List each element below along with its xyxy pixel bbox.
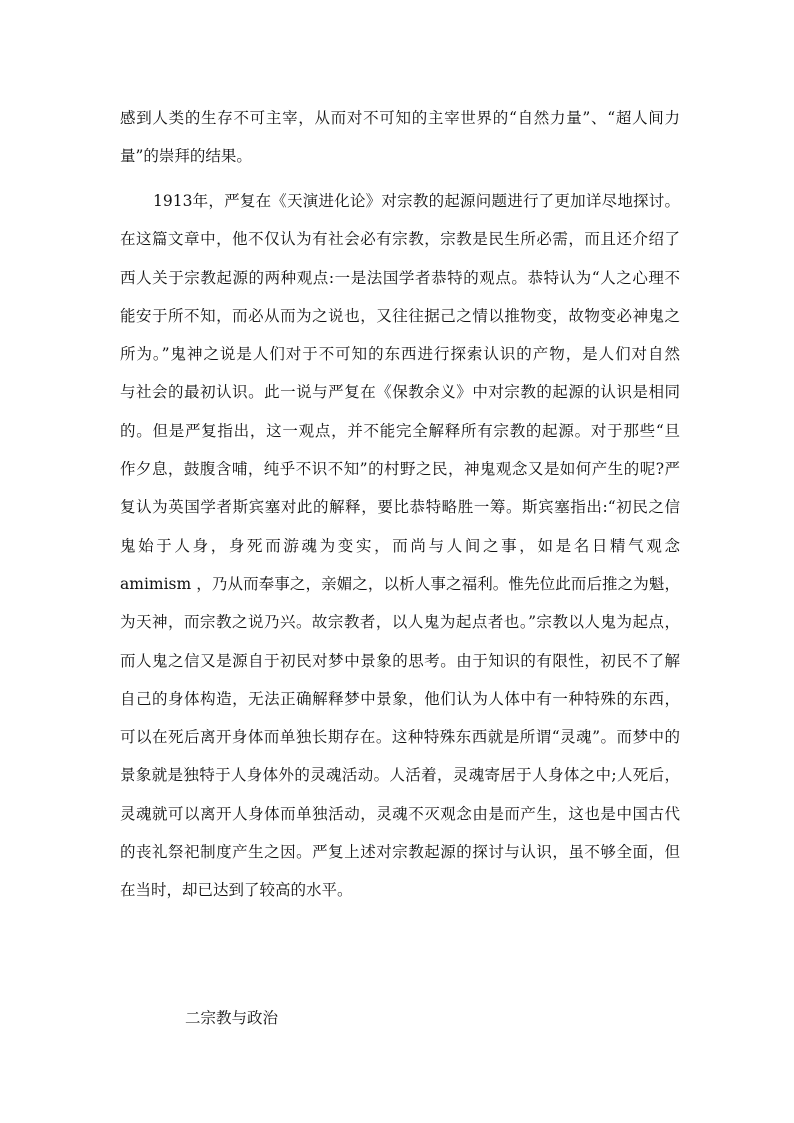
text-line: 在这篇文章中，他不仅认为有社会必有宗教，宗教是民生所必需，而且还介绍了 bbox=[120, 230, 680, 249]
text-line: 自己的身体构造，无法正确解释梦中景象，他们认为人体中有一种特殊的东西， bbox=[120, 689, 680, 708]
text-line: amimism ，乃从而奉事之，亲媚之，以析人事之福利。惟先位此而后推之为魁， bbox=[120, 574, 680, 593]
text-line: 复认为英国学者斯宾塞对此的解释，要比恭特略胜一筹。斯宾塞指出:“初民之信 bbox=[120, 498, 680, 517]
text-line: 为天神，而宗教之说乃兴。故宗教者，以人鬼为起点者也。”宗教以人鬼为起点， bbox=[120, 613, 680, 632]
text-line: 量”的崇拜的结果。 bbox=[120, 147, 252, 166]
paragraph-2 bbox=[120, 182, 680, 910]
text-line: 的丧礼祭祀制度产生之因。严复上述对宗教起源的探讨与认识，虽不够全面，但 bbox=[120, 843, 680, 862]
text-line: 灵魂就可以离开人身体而单独活动，灵魂不灭观念由是而产生，这也是中国古代 bbox=[120, 804, 680, 823]
text-line: 鬼始于人身，身死而游魂为变实，而尚与人间之事，如是名日精气观念 bbox=[120, 536, 680, 555]
text-line: 作夕息，鼓腹含哺，纯乎不识不知”的村野之民，神鬼观念又是如何产生的呢?严 bbox=[120, 460, 680, 479]
text-line: 可以在死后离开身体而单独长期存在。这种特殊东西就是所谓“灵魂”。而梦中的 bbox=[120, 728, 680, 747]
text-line: 与社会的最初认识。此一说与严复在《保教余义》中对宗教的起源的认识是相同 bbox=[120, 383, 680, 402]
text-line: 西人关于宗教起源的两种观点:一是法国学者恭特的观点。恭特认为“人之心理不 bbox=[120, 268, 680, 287]
text-line: 景象就是独特于人身体外的灵魂活动。人活着，灵魂寄居于人身体之中;人死后， bbox=[120, 766, 680, 785]
text-line: 的。但是严复指出，这一观点，并不能完全解释所有宗教的起源。对于那些“旦 bbox=[120, 421, 680, 440]
text-line: 在当时，却已达到了较高的水平。 bbox=[120, 881, 353, 900]
text-line: 1913年，严复在《天演进化论》对宗教的起源问题进行了更加详尽地探讨。 bbox=[153, 192, 680, 210]
text-line: 而人鬼之信又是源自于初民对梦中景象的思考。由于知识的有限性，初民不了解 bbox=[120, 651, 680, 670]
text-line: 感到人类的生存不可主宰，从而对不可知的主宰世界的“自然力量”、“超人间力 bbox=[120, 109, 680, 127]
text-line: 所为。”鬼神之说是人们对于不可知的东西进行探索认识的产物，是人们对自然 bbox=[120, 345, 680, 364]
section-heading: 二宗教与政治 bbox=[185, 1009, 279, 1027]
text-line: 能安于所不知，而必从而为之说也，又往往据己之情以推物变，故物变必神鬼之 bbox=[120, 306, 680, 325]
paragraph-1 bbox=[120, 99, 680, 176]
